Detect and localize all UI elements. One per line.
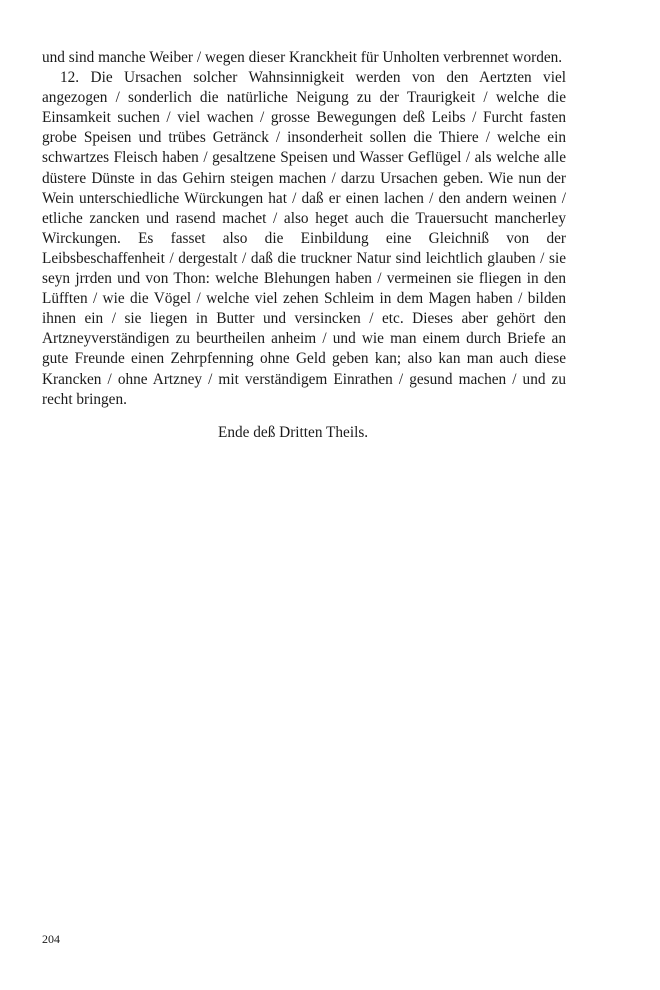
section-end-line: Ende deß Dritten Theils.: [218, 423, 369, 441]
page-body: [42, 48, 566, 442]
paragraph-12: 12. Die Ursachen solcher Wahnsinnigkeit werden von den Aertzten viel angezogen / sonderlich die natürliche Neigung zu der Traurigkeit / welche die Einsamkeit suchen / viel wachen / grosse Bewegungen deß Leibs / Furcht fasten grobe Speisen und trübes Getränck / insonderheit sollen die Thiere / welche ein schwartzes Fleisch haben / gesaltzene Speisen und Wasser Geflügel / als welche alle düstere Dünste in das Gehirn steigen machen / darzu Ursachen geben. Wie nun der Wein unterschiedliche Würckungen hat / daß er einen lachen / den andern weinen / etliche zancken und rasend machet / also heget auch die Trauersucht mancherley Wirckungen. Es fasset also die Einbildung eine Gleichniß von der Leibsbeschaffenheit / dergestalt / daß die truckner Natur sind leichtlich glauben / sie seyn jrrden und von Thon: welche Blehungen haben / vermeinen sie fliegen in den Lüfften / wie die Vögel / welche viel zehen Schleim in dem Magen haben / bilden ihnen ein / sie liegen in Butter und versincken / etc. Dieses aber gehört den Artzneyverständigen zu beurtheilen anheim / und wie man einem durch Briefe an gute Freunde einen Zehrpfenning ohne Geld geben kan; also kan man auch diese Krancken / ohne Artzney / mit verständigem Einrathen / gesund machen / und zu recht bringen.: [42, 69, 566, 408]
page-number: 204: [42, 932, 60, 946]
continuation-paragraph: und sind manche Weiber / wegen dieser Kranckheit für Unholten verbrennet worden.: [42, 49, 563, 66]
